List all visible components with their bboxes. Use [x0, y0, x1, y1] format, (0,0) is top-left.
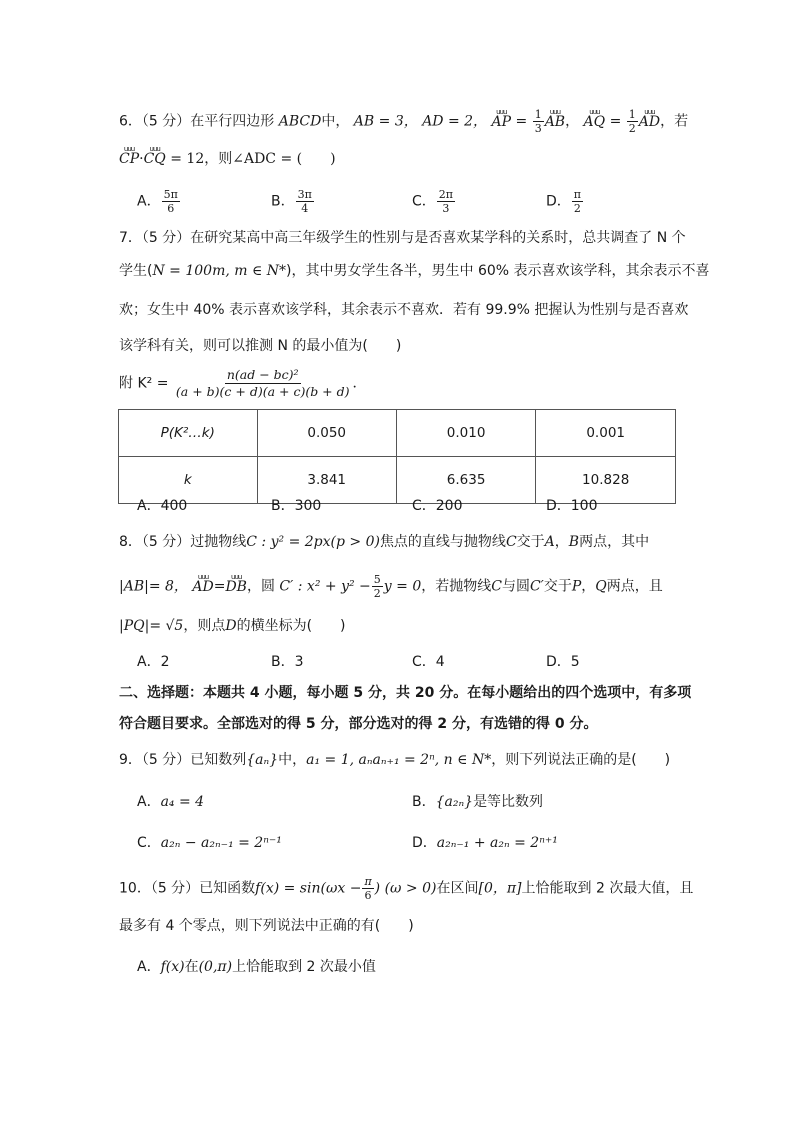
q9-option-d[interactable]: [412, 834, 558, 852]
q8-frac-num: 5: [373, 573, 381, 586]
q7-option-a[interactable]: A．400: [137, 498, 188, 514]
q10-option-a-func: f(x): [160, 959, 185, 975]
q9-condition: a₁ = 1, aₙaₙ₊₁ = 2ⁿ, n ∈ N*: [306, 752, 492, 768]
q10-stem-c: 上恰能取到 2 次最大值，且: [521, 880, 694, 897]
q6-ad: AD = 2，: [422, 113, 488, 130]
q8-c2: C: [491, 578, 502, 595]
q6-option-a-num: 5π: [163, 188, 178, 201]
q6-option-d-den: 2: [573, 202, 581, 215]
q10-line2: 最多有 4 个零点，则下列说法中正确的有( ): [119, 918, 414, 934]
q10-option-a-interval: (0,π): [198, 959, 233, 975]
q9-option-b-label: B．: [412, 794, 436, 810]
table-cell: P(K²…k): [119, 410, 258, 457]
q8-comma2: ，: [581, 578, 596, 595]
q9-option-c-label: C．: [137, 835, 161, 851]
q6-line2: uuu CP·uuu CQ = 12，则∠ADC = ( ): [119, 150, 336, 168]
q7-line4: 该学科有关，则可以推测 N 的最小值为( ): [119, 338, 402, 354]
q7-formula-denominator: (a + b)(c + d)(a + c)(b + d): [175, 384, 350, 399]
q8-a: A: [544, 534, 555, 550]
q7-line2-b: )，其中男女学生各半，男生中 60% 表示喜欢该学科，其余表示不喜: [286, 263, 710, 279]
q8-line1-d: 交于: [516, 534, 545, 550]
q8-line3: [119, 617, 346, 635]
q9-stem-c: ，则下列说法正确的是( ): [491, 752, 671, 768]
q8-vec-db: uuu DB: [225, 578, 247, 596]
q7-line2: [119, 262, 710, 280]
table-cell: 0.010: [396, 410, 535, 457]
q6-ruo: ，若: [660, 113, 689, 130]
q6-option-b[interactable]: [271, 188, 315, 215]
q10-frac-num: π: [364, 875, 372, 888]
q10-condition: (ω > 0): [384, 880, 437, 897]
q9-option-c-text: a₂ₙ − a₂ₙ₋₁ = 2ⁿ⁻¹: [160, 835, 282, 851]
q6-vec-cp: uuu CP: [119, 150, 139, 168]
q6-option-b-num: 3π: [297, 188, 312, 201]
q9-option-a-text: a₄ = 4: [160, 794, 205, 810]
q8-line2-f: 与圆: [501, 578, 530, 595]
q6-option-a-den: 6: [167, 202, 175, 215]
q6-vec-ab: uuu AB: [545, 113, 565, 131]
q6-stem: 在平行四边形: [190, 113, 275, 130]
q6-vec-cq: uuu CQ: [144, 150, 166, 168]
q8-comma: ，: [554, 534, 569, 550]
q8-line2-d: ，若抛物线: [421, 578, 492, 595]
q8-line1-h: 两点，其中: [579, 534, 650, 550]
q8-line1: [119, 533, 649, 551]
q10-interval: [0，π]: [478, 880, 522, 897]
q8-line2-h: 交于: [543, 578, 572, 595]
q8-line2-l: 两点，且: [606, 578, 663, 595]
q10-stem-b: 在区间: [436, 880, 479, 897]
q10-option-a-text2: 上恰能取到 2 次最小值: [232, 959, 376, 975]
table-cell: k: [119, 457, 258, 504]
q6-ab: AB = 3，: [353, 113, 418, 130]
q10-function-end: ): [374, 880, 381, 897]
q8-line3-b: ，则点: [183, 618, 226, 634]
section2-line1: 二、选择题：本题共 4 小题，每小题 5 分，共 20 分。在每小题给出的四个选项中，有多项: [119, 685, 692, 701]
q9-stem-b: 中，: [278, 752, 307, 768]
q6-option-b-label: B．: [271, 193, 295, 210]
q8-q: Q: [595, 578, 607, 595]
q7-formula-end: ．: [352, 375, 367, 392]
q8-ab-length: |AB|= 8，: [119, 578, 188, 595]
q7-condition: N = 100m, m ∈ N*: [152, 263, 287, 279]
q6-option-a-label: A．: [137, 193, 161, 210]
q6-score: （5 分）: [141, 113, 191, 130]
q9-option-b[interactable]: [412, 793, 543, 811]
q7-line2-a: 学生(: [119, 263, 153, 279]
q6-line1: 6．（5 分）在平行四边形 ABCD中， AB = 3， AD = 2， uuu AP = $\frac{1}{3}$ uuu AB， uuu AQ = $\frac{1}{2}$ uuu AD，若: [119, 108, 688, 135]
q8-line2: [119, 573, 663, 600]
q8-line3-d: 的横坐标为( ): [236, 618, 346, 634]
q10-option-a[interactable]: [137, 958, 376, 976]
q8-vec-ad: uuu AD: [192, 578, 213, 596]
q6-option-d-num: π: [573, 188, 582, 201]
q9-stem-a: 9．（5 分）已知数列: [119, 752, 247, 768]
q8-line1-a: 8．（5 分）过抛物线: [119, 534, 247, 550]
q6-zhong: 中，: [321, 113, 350, 130]
table-row: [119, 410, 676, 457]
q10-line1: [119, 875, 693, 902]
table-cell: 10.828: [536, 457, 676, 504]
q8-d: D: [225, 618, 237, 634]
q8-line1-b: 焦点的直线与抛物线: [379, 534, 506, 550]
table-cell: 3.841: [257, 457, 396, 504]
q7-formula-prefix: 附 K² =: [119, 375, 169, 392]
q6-option-c-label: C．: [412, 193, 436, 210]
q6-vec-aq: uuu AQ: [584, 113, 606, 131]
q6-vec-ad: uuu AD: [639, 113, 660, 131]
q9-option-b-seq: {a₂ₙ}: [435, 794, 474, 810]
q8-option-a[interactable]: A．2: [137, 654, 170, 670]
q8-circle: C′ : x² + y² −: [279, 578, 371, 595]
q6-number: 6．: [119, 113, 142, 130]
q6-option-b-den: 4: [301, 202, 309, 215]
q8-option-d[interactable]: D．5: [546, 654, 580, 670]
q8-b: B: [568, 534, 580, 550]
q8-parabola: C : y² = 2px(p > 0): [246, 534, 380, 550]
q10-option-a-text1: 在: [184, 959, 199, 975]
table-cell: 0.001: [536, 410, 676, 457]
q10-stem-a: 10．（5 分）已知函数: [119, 880, 256, 897]
q7-k2-table: [118, 409, 676, 504]
section2-line2: 符合题目要求。全部选对的得 5 分，部分选对的得 2 分，有选错的得 0 分。: [119, 716, 598, 732]
q8-eq: =: [213, 578, 226, 595]
q8-option-b[interactable]: B．3: [271, 654, 304, 670]
q8-line2-b: ，圆: [246, 578, 275, 595]
table-cell: 0.050: [257, 410, 396, 457]
q8-p: P: [571, 578, 582, 595]
q10-function: f(x) = sin(ωx −: [255, 880, 362, 897]
q6-option-d[interactable]: [546, 188, 584, 215]
q6-option-c-num: 2π: [438, 188, 454, 201]
q9-option-c[interactable]: [137, 834, 282, 852]
q7-formula: [119, 367, 367, 400]
q6-option-c[interactable]: [412, 188, 456, 215]
q7-option-b[interactable]: B．300: [271, 498, 322, 514]
q6-condition: = 12，则∠ADC = ( ): [170, 151, 336, 167]
q9-option-b-text: 是等比数列: [473, 794, 544, 810]
q6-vec-ap: uuu AP: [492, 113, 512, 131]
q9-option-d-text: a₂ₙ₋₁ + a₂ₙ = 2ⁿ⁺¹: [436, 835, 558, 851]
q9-line1: [119, 751, 670, 769]
q7-formula-numerator: n(ad − bc)²: [226, 367, 299, 382]
table-cell: 6.635: [396, 457, 535, 504]
q6-abcd: ABCD: [278, 113, 322, 130]
q7-option-c[interactable]: C．200: [412, 498, 463, 514]
q8-circle-end: y = 0: [383, 578, 422, 595]
q7-option-d[interactable]: D．100: [546, 498, 598, 514]
q7-line1: 7．（5 分）在研究某高中高三年级学生的性别与是否喜欢某学科的关系时，总共调查了 N 个: [119, 230, 686, 246]
q6-option-a[interactable]: [137, 188, 181, 215]
q9-option-a[interactable]: [137, 793, 204, 811]
q8-option-c[interactable]: C．4: [412, 654, 445, 670]
q8-c: C: [505, 534, 517, 550]
q10-frac-den: 6: [364, 889, 372, 902]
q9-sequence: {aₙ}: [246, 752, 279, 768]
q8-pq-length: |PQ|= √5: [119, 618, 184, 634]
q6-option-d-label: D．: [546, 193, 571, 210]
q9-option-d-label: D．: [412, 835, 437, 851]
q10-option-a-label: A．: [137, 959, 161, 975]
q6-option-c-den: 3: [442, 202, 450, 215]
q8-frac-den: 2: [373, 587, 381, 600]
q9-option-a-label: A．: [137, 794, 161, 810]
q7-line3: 欢；女生中 40% 表示喜欢该学科，其余表示不喜欢．若有 99.9% 把握认为性别与是否喜欢: [119, 302, 689, 318]
q8-c-prime: C′: [529, 578, 544, 595]
